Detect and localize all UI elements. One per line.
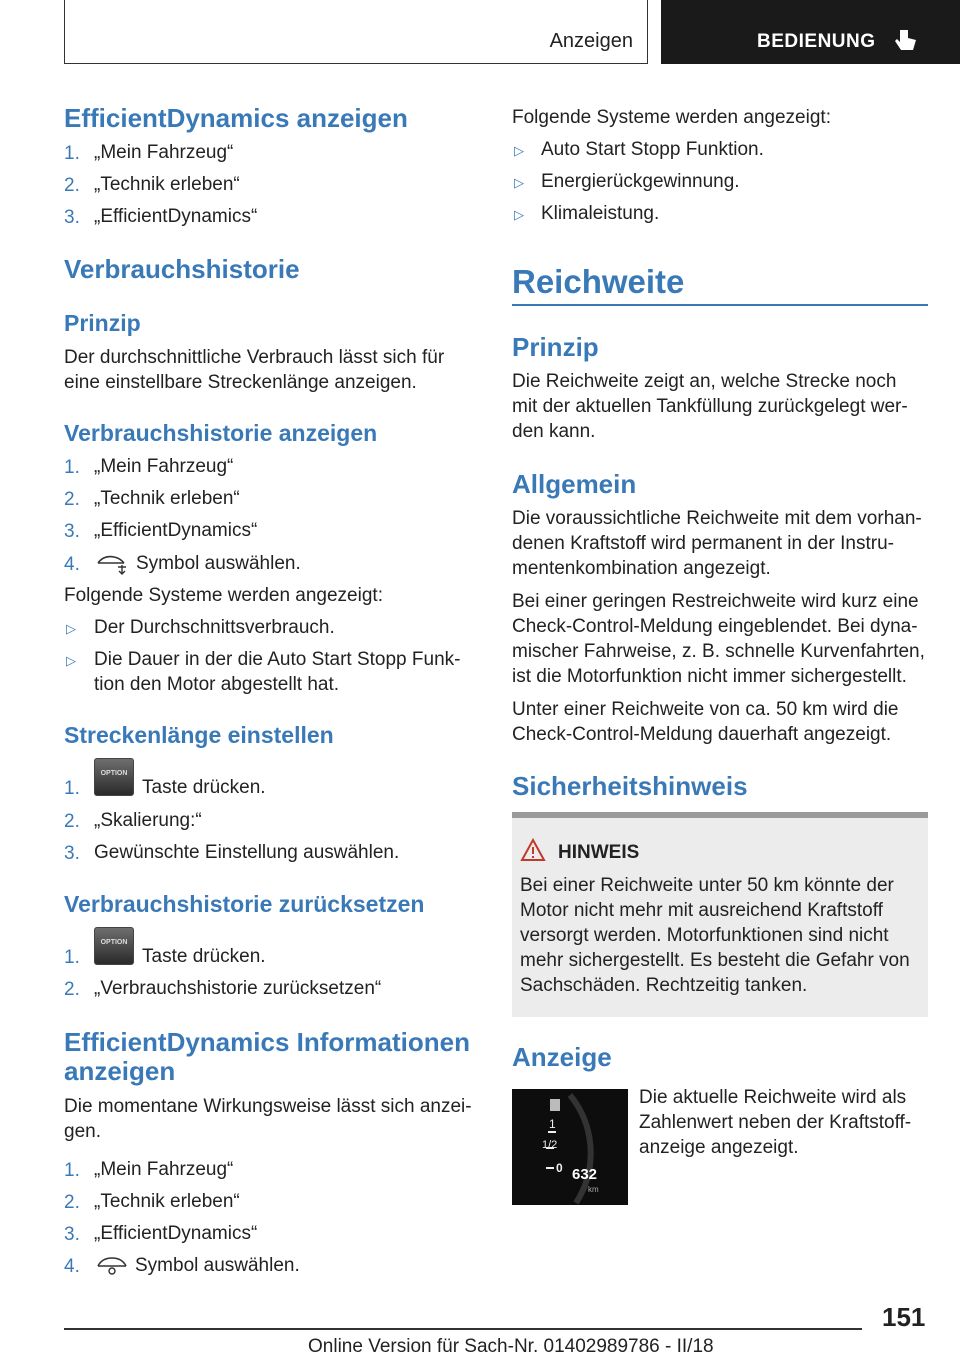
header-section-box	[64, 0, 648, 64]
hinweis-line-5: Sachschäden. Rechtzeitig tanken.	[520, 975, 808, 996]
option-button-image: OPTION	[94, 927, 134, 965]
right-system-3: Klimaleistung.	[541, 203, 660, 224]
header-section-label: Anzeigen	[549, 30, 633, 52]
vha-step-2: „Technik erleben“	[94, 488, 240, 509]
step-number: 3.	[64, 1224, 80, 1245]
hinweis-line-3: versorgt werden. Motorfunktionen sind nicht	[520, 925, 889, 946]
allgemein-p2-line-3: mischer Fahrweise, z. B. schnelle Kurvenfahrten,	[512, 641, 925, 662]
se-title: Streckenlänge einstellen	[64, 722, 334, 748]
vha-step-4: Symbol auswählen.	[136, 553, 301, 574]
vhz-step-2: „Verbrauchshistorie zurücksetzen“	[94, 978, 382, 999]
edi-text-line-1: Die momentane Wirkungsweise lässt sich anzei-	[64, 1096, 472, 1117]
anzeige-title: Anzeige	[512, 1042, 612, 1072]
step-number: 1.	[64, 1160, 80, 1181]
vha-step-1: „Mein Fahrzeug“	[94, 456, 234, 477]
prinzip-left-line-2: eine einstellbare Streckenlänge anzeigen.	[64, 372, 417, 393]
step-number: 2.	[64, 979, 80, 1000]
step-number: 2.	[64, 1192, 80, 1213]
triangle-bullet-icon: ▷	[66, 653, 76, 668]
step-number: 2.	[64, 489, 80, 510]
prinzip-left-line-1: Der durchschnittliche Verbrauch lässt sich für	[64, 347, 445, 368]
vha-bullet-2b: tion den Motor abgestellt hat.	[94, 674, 340, 695]
hinweis-line-1: Bei einer Reichweite unter 50 km könnte der	[520, 875, 894, 896]
edi-step-4: Symbol auswählen.	[135, 1255, 300, 1276]
step-number: 3.	[64, 207, 80, 228]
prinzip-right-line-3: den kann.	[512, 421, 596, 442]
hand-pointer-icon	[894, 28, 920, 56]
right-systems-intro: Folgende Systeme werden angezeigt:	[512, 107, 831, 128]
vha-bullet-2a: Die Dauer in der die Auto Start Stopp Funk-	[94, 649, 461, 670]
ed-title: EfficientDynamics anzeigen	[64, 103, 408, 133]
allgemein-p2-line-4: ist die Motorfunktion nicht immer sichergestellt.	[512, 666, 907, 687]
anzeige-line-2: Zahlenwert neben der Kraftstoff-	[639, 1112, 912, 1133]
right-system-2: Energierückgewinnung.	[541, 171, 740, 192]
prinzip-right-line-1: Die Reichweite zeigt an, welche Strecke noch	[512, 371, 897, 392]
gauge-unit-label: km	[588, 1185, 599, 1194]
vh-title: Verbrauchshistorie	[64, 254, 300, 284]
gauge-one-label: 1	[549, 1117, 556, 1131]
footer-rule	[64, 1328, 862, 1330]
anzeige-line-3: anzeige angezeigt.	[639, 1137, 799, 1158]
title-underline	[512, 304, 928, 306]
edi-step-3: „EfficientDynamics“	[94, 1223, 258, 1244]
prinzip-right-line-2: mit der aktuellen Tankfüllung zurückgelegt wer-	[512, 396, 908, 417]
vhz-step-1: Taste drücken.	[142, 946, 266, 967]
sicherheit-title: Sicherheitshinweis	[512, 771, 748, 801]
fuel-gauge-image	[512, 1089, 628, 1205]
allgemein-p2-line-1: Bei einer geringen Restreichweite wird kurz eine	[512, 591, 919, 612]
page-number: 151	[882, 1302, 926, 1332]
anzeige-line-1: Die aktuelle Reichweite wird als	[639, 1087, 907, 1108]
triangle-bullet-icon: ▷	[514, 207, 524, 222]
edi-title-line-2: anzeigen	[64, 1056, 176, 1086]
edi-step-2: „Technik erleben“	[94, 1191, 240, 1212]
allgemein-p3-line-2: Check-Control-Meldung dauerhaft angezeigt.	[512, 724, 892, 745]
hinweis-label: HINWEIS	[558, 842, 640, 863]
step-number: 4.	[64, 1256, 80, 1277]
vha-step-3: „EfficientDynamics“	[94, 520, 258, 541]
gauge-range-value: 632	[572, 1166, 598, 1183]
ed-step-2: „Technik erleben“	[94, 174, 240, 195]
gauge-half-label: 1/2	[542, 1139, 558, 1151]
vha-bullet-1: Der Durchschnittsverbrauch.	[94, 617, 335, 638]
ed-step-1: „Mein Fahrzeug“	[94, 142, 234, 163]
triangle-bullet-icon: ▷	[514, 143, 524, 158]
step-number: 1.	[64, 947, 80, 968]
hinweis-line-2: Motor nicht mehr mit ausreichend Kraftstoff	[520, 900, 883, 921]
fuel-gauge-arc	[512, 1089, 628, 1205]
footer-text: Online Version für Sach-Nr. 01402989786 - II/18	[308, 1336, 714, 1357]
triangle-bullet-icon: ▷	[66, 621, 76, 636]
header-chapter-label: BEDIENUNG	[757, 31, 876, 52]
gauge-zero-label: 0	[556, 1161, 563, 1175]
vhz-title: Verbrauchshistorie zurücksetzen	[64, 891, 425, 917]
hinweis-line-4: mehr sichergestellt. Es besteht die Gefahr von	[520, 950, 910, 971]
warning-triangle-icon	[520, 838, 546, 862]
prinzip-left-title: Prinzip	[64, 310, 141, 336]
vha-systems-intro: Folgende Systeme werden angezeigt:	[64, 585, 383, 606]
allgemein-p1-line-2: denen Kraftstoff wird permanent in der Instru-	[512, 533, 894, 554]
step-number: 1.	[64, 457, 80, 478]
reichweite-title: Reichweite	[512, 263, 685, 300]
step-number: 2.	[64, 175, 80, 196]
se-step-1: Taste drücken.	[142, 777, 266, 798]
prinzip-right-title: Prinzip	[512, 332, 599, 362]
allgemein-p1-line-1: Die voraussichtliche Reichweite mit dem vorhan-	[512, 508, 922, 529]
vha-title: Verbrauchshistorie anzeigen	[64, 420, 378, 446]
step-number: 2.	[64, 811, 80, 832]
car-info-symbol-icon	[96, 1254, 128, 1276]
edi-text-line-2: gen.	[64, 1121, 101, 1142]
se-step-2: „Skalierung:“	[94, 810, 202, 831]
step-number: 4.	[64, 554, 80, 575]
allgemein-title: Allgemein	[512, 469, 637, 499]
edi-title-line-1: EfficientDynamics Informationen	[64, 1027, 470, 1057]
car-history-symbol-icon	[96, 553, 130, 575]
allgemein-p1-line-3: mentenkombination angezeigt.	[512, 558, 771, 579]
header-chapter-box	[661, 0, 960, 64]
step-number: 1.	[64, 143, 80, 164]
triangle-bullet-icon: ▷	[514, 175, 524, 190]
edi-step-1: „Mein Fahrzeug“	[94, 1159, 234, 1180]
option-button-image: OPTION	[94, 758, 134, 796]
allgemein-p3-line-1: Unter einer Reichweite von ca. 50 km wird die	[512, 699, 899, 720]
allgemein-p2-line-2: Check-Control-Meldung eingeblendet. Bei dyna-	[512, 616, 918, 637]
se-step-3: Gewünschte Einstellung auswählen.	[94, 842, 400, 863]
ed-step-3: „EfficientDynamics“	[94, 206, 258, 227]
right-system-1: Auto Start Stopp Funktion.	[541, 139, 764, 160]
step-number: 3.	[64, 843, 80, 864]
step-number: 1.	[64, 778, 80, 799]
step-number: 3.	[64, 521, 80, 542]
